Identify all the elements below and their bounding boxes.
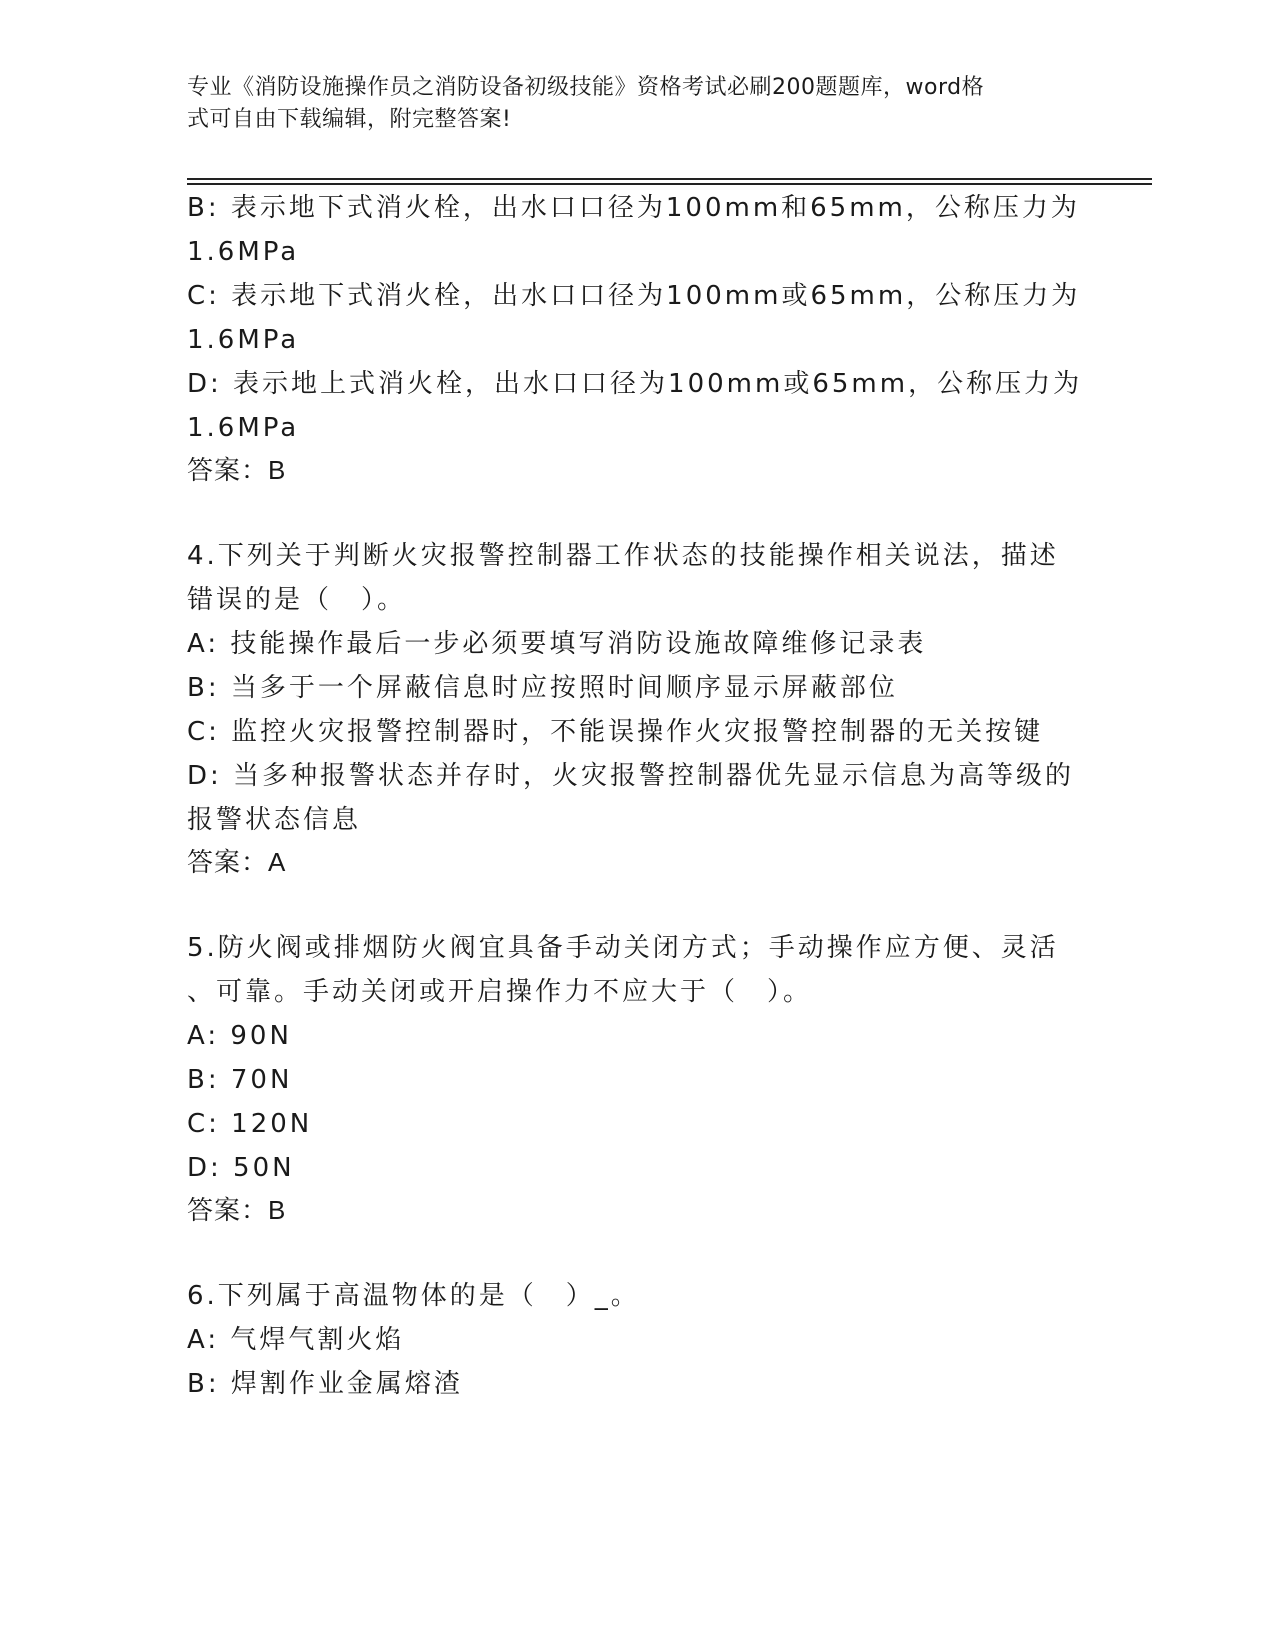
document-header: [187, 72, 1067, 136]
q5-option-d: D: 50N: [187, 1153, 295, 1183]
q5-option-b: B: 70N: [187, 1065, 293, 1095]
header-line-2: 式可自由下载编辑，附完整答案!: [187, 107, 512, 132]
q3-answer: 答案：B: [187, 455, 287, 485]
q4-answer: 答案：A: [187, 847, 287, 877]
q5-stem-line-1: 5.防火阀或排烟防火阀宜具备手动关闭方式；手动操作应方便、灵活: [187, 933, 1059, 963]
q3-option-c-line-2: 1.6MPa: [187, 325, 300, 355]
q5-option-c: C: 120N: [187, 1109, 313, 1139]
q4-stem-line-1: 4.下列关于判断火灾报警控制器工作状态的技能操作相关说法，描述: [187, 541, 1059, 571]
q5-stem-line-2: 、可靠。手动关闭或开启操作力不应大于（ ）。: [187, 977, 813, 1007]
header-line-1: 专业《消防设施操作员之消防设备初级技能》资格考试必刷200题题库，word格: [187, 75, 985, 100]
q5-answer: 答案：B: [187, 1195, 287, 1225]
q3-option-b-line-2: 1.6MPa: [187, 237, 300, 267]
q5-option-a: A: 90N: [187, 1021, 292, 1051]
q4-option-d-line-1: D: 当多种报警状态并存时，火灾报警控制器优先显示信息为高等级的: [187, 761, 1075, 791]
q4-option-b: B: 当多于一个屏蔽信息时应按照时间顺序显示屏蔽部位: [187, 673, 898, 703]
q6-stem: 6.下列属于高温物体的是（ ）_。: [187, 1281, 640, 1311]
q4-stem-line-2: 错误的是（ ）。: [187, 585, 407, 615]
q4-option-d-line-2: 报警状态信息: [187, 805, 362, 835]
q4-option-c: C: 监控火灾报警控制器时，不能误操作火灾报警控制器的无关按键: [187, 717, 1044, 747]
q6-option-b: B: 焊割作业金属熔渣: [187, 1369, 463, 1399]
header-divider-bottom: [187, 183, 1152, 185]
q6-option-a: A: 气焊气割火焰: [187, 1325, 405, 1355]
q3-option-c-line-1: C: 表示地下式消火栓，出水口口径为100mm或65mm，公称压力为: [187, 281, 1081, 311]
q3-option-d-line-1: D: 表示地上式消火栓，出水口口径为100mm或65mm，公称压力为: [187, 369, 1083, 399]
header-divider-top: [187, 178, 1152, 180]
q4-option-a: A: 技能操作最后一步必须要填写消防设施故障维修记录表: [187, 629, 927, 659]
q3-option-d-line-2: 1.6MPa: [187, 413, 300, 443]
q3-option-b-line-1: B: 表示地下式消火栓，出水口口径为100mm和65mm，公称压力为: [187, 193, 1080, 223]
